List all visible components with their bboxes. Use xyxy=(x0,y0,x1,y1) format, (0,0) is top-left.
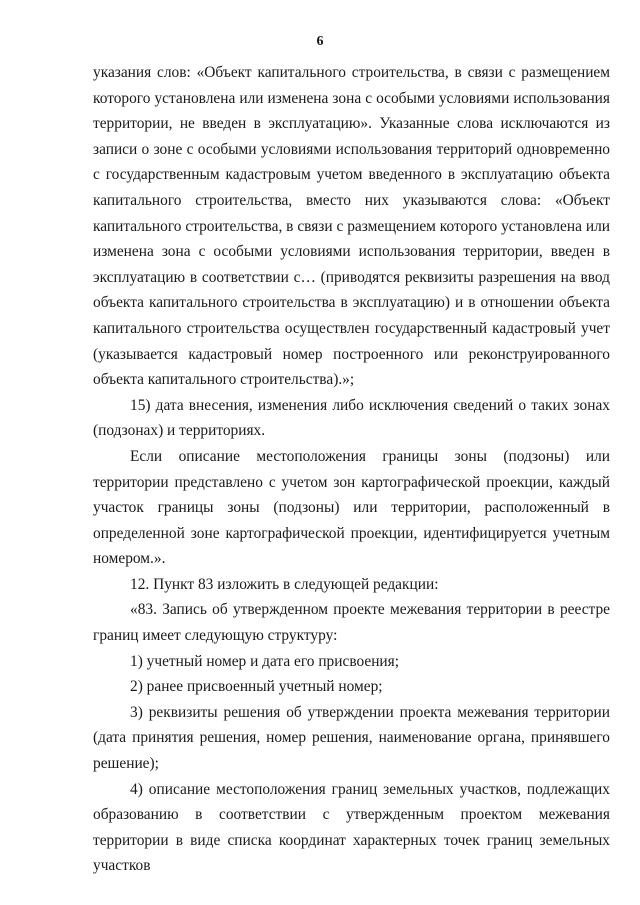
paragraph-continuation: указания слов: «Объект капитального строительства, в связи с размещением которого установлена или изменена зона с особыми условиями использования территории, не введен в эксплуатацию». Указанные слова исключаются из записи о зоне с особыми условиями использования территорий одновременно с государственным кадастровым учетом введенного в эксплуатацию объекта капитального строительства, вместо них указываются слова: «Объект капитального строительства, в связи с размещением которого установлена или изменена зона с особыми условиями использования территории, введен в эксплуатацию в соответствии с… (приводятся реквизиты разрешения на ввод объекта капитального строительства в эксплуатацию) и в отношении объекта капитального строительства осуществлен государственный кадастровый учет (указывается кадастровый номер построенного или реконструированного объекта капитального строительства).»; xyxy=(93,64,610,389)
page-number: 6 xyxy=(316,34,324,49)
paragraph-point-83: «83. Запись об утвержденном проекте межевания территории в реестре границ имеет следующую структуру: xyxy=(93,601,610,645)
document-body xyxy=(93,60,610,879)
paragraph-projection-zones: Если описание местоположения границы зоны (подзоны) или территории представлено с учетом зон картографической проекции, каждый участок границы зоны (подзоны) или территории, расположенный в определенной зоне картографической проекции, идентифицируется учетным номером.». xyxy=(93,447,610,568)
list-item-3: 3) реквизиты решения об утверждении проекта межевания территории (дата принятия решения, номер решения, наименование органа, принявшего решение); xyxy=(93,703,610,773)
paragraph-item-15: 15) дата внесения, изменения либо исключения сведений о таких зонах (подзонах) и территориях. xyxy=(93,396,610,440)
paragraph-point-12: 12. Пункт 83 изложить в следующей редакции: xyxy=(130,575,439,593)
list-item-1: 1) учетный номер и дата его присвоения; xyxy=(130,652,400,670)
list-item-2: 2) ранее присвоенный учетный номер; xyxy=(130,678,383,696)
list-item-4: 4) описание местоположения границ земельных участков, подлежащих образованию в соответствии с утвержденным проектом межевания территории в виде списка координат характерных точек границ земельных участков xyxy=(93,780,610,875)
